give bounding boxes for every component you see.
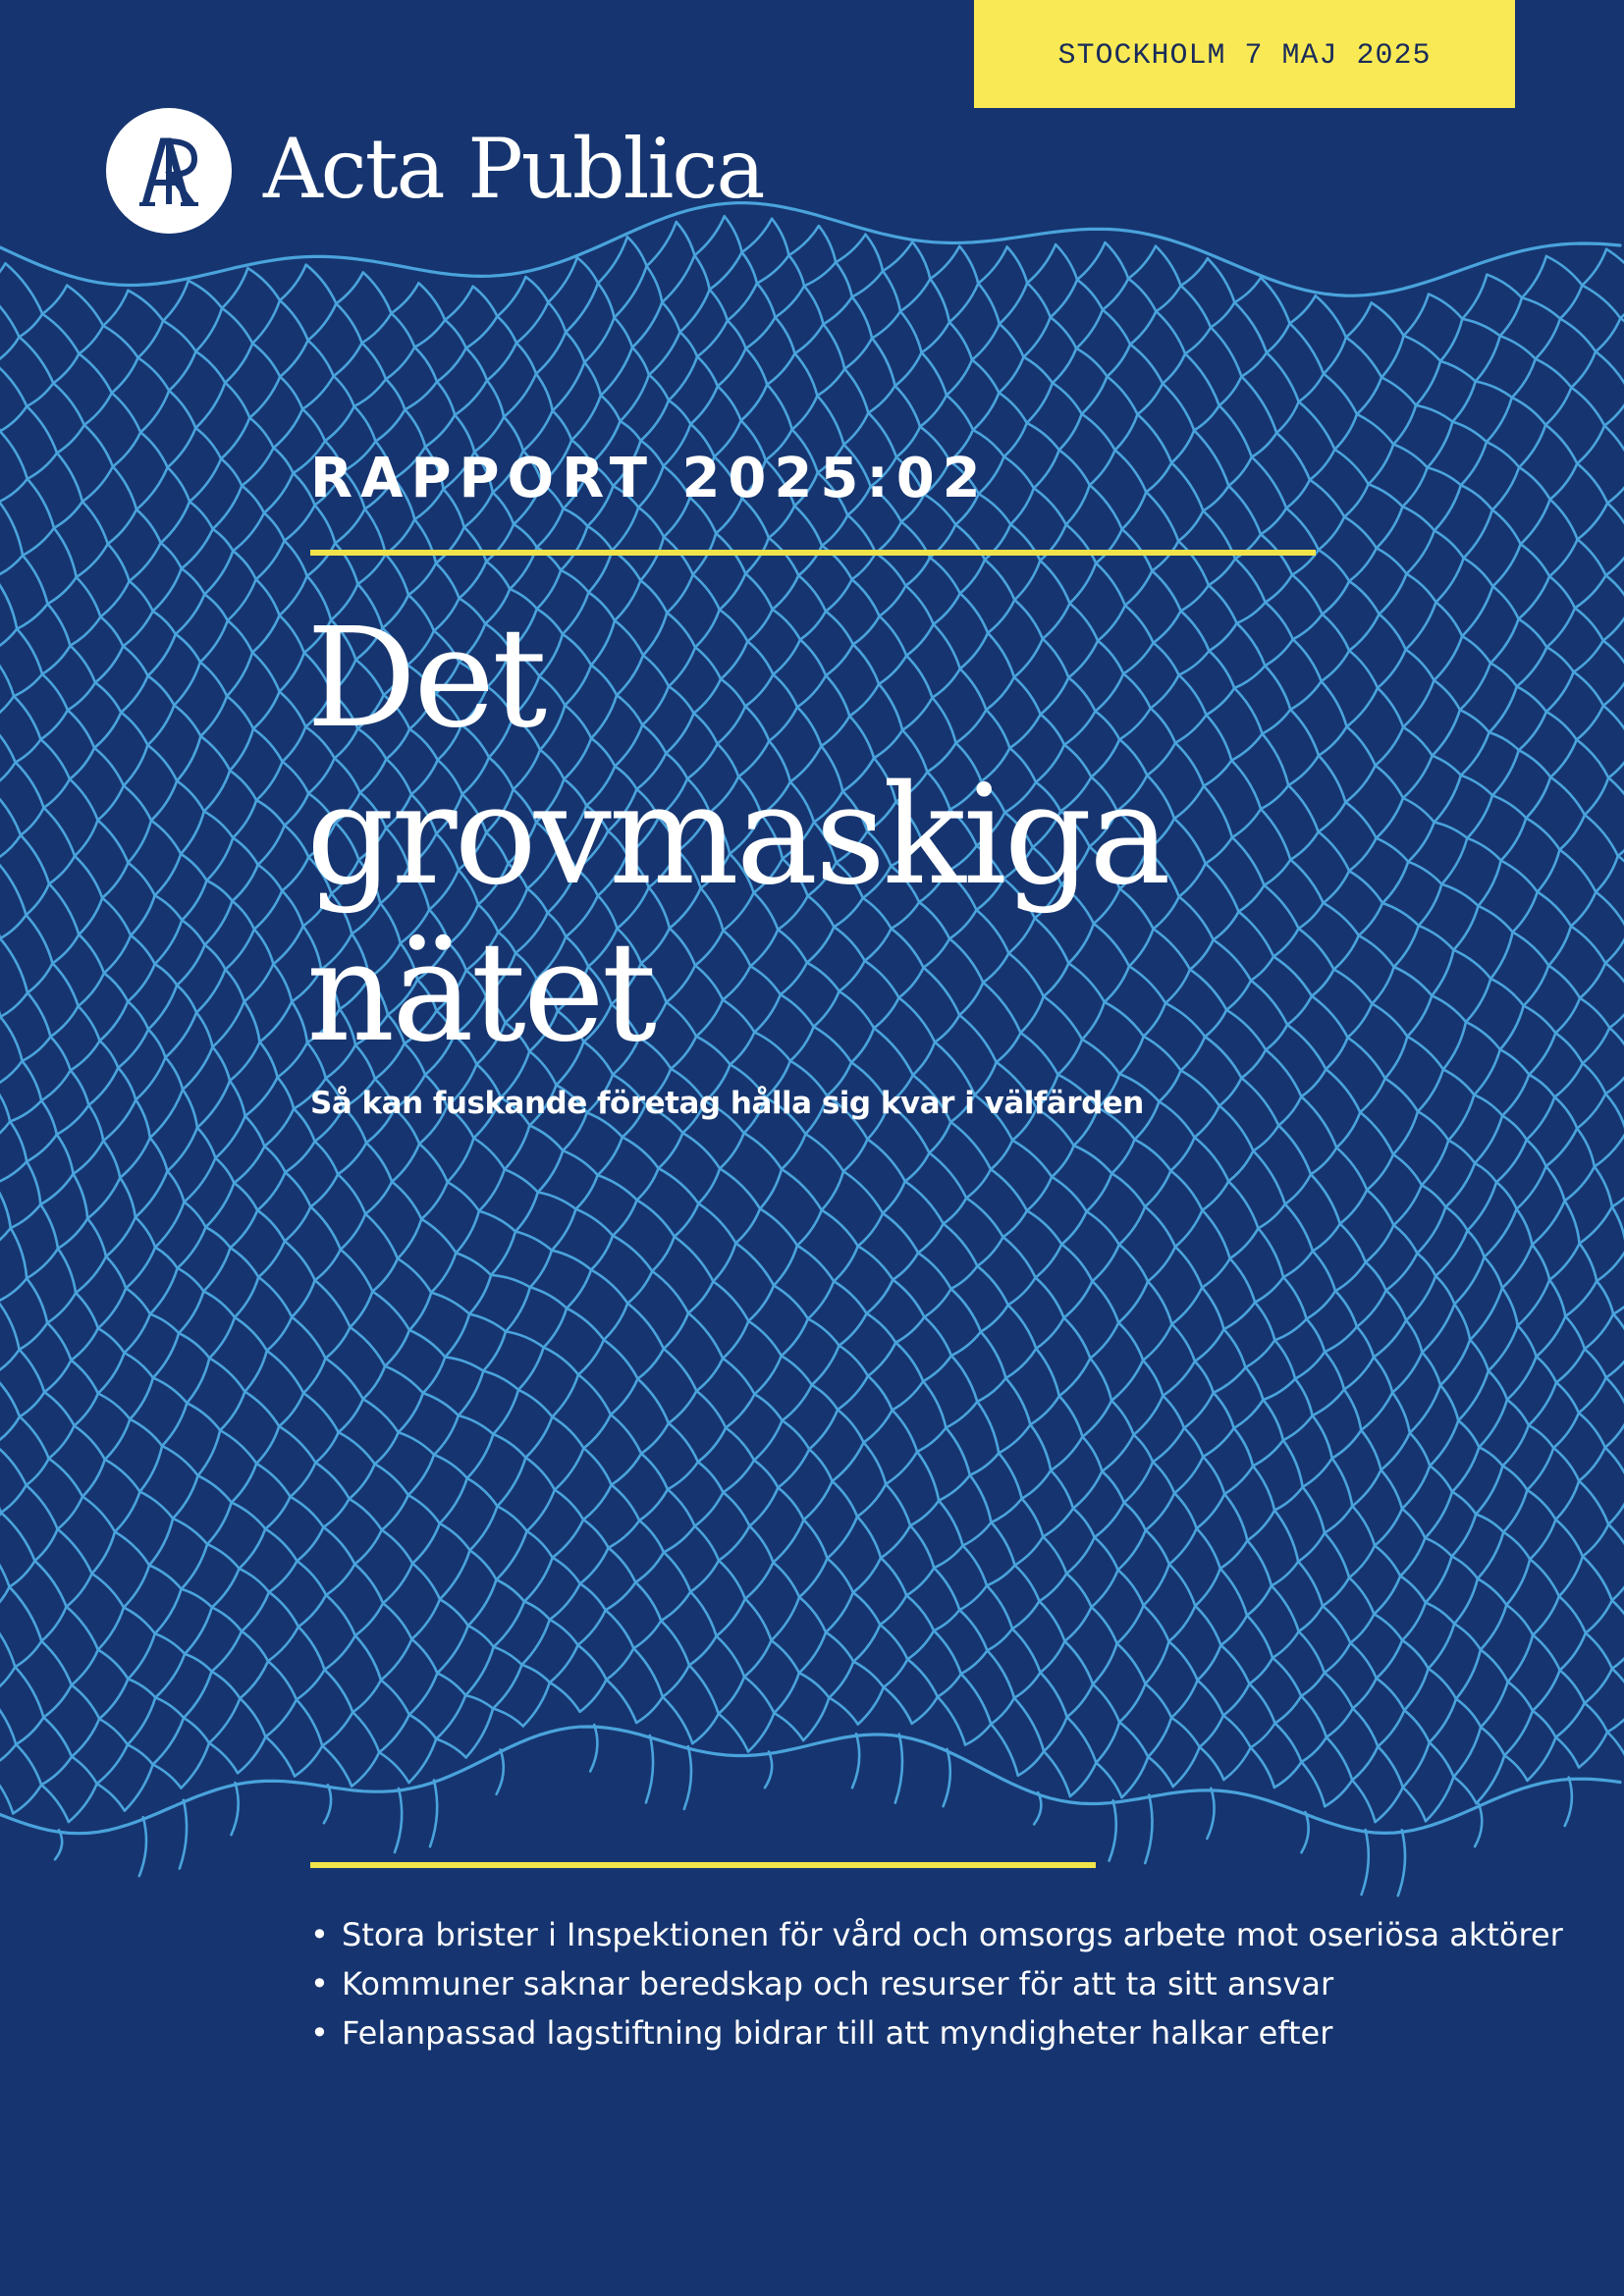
- divider-top: [310, 550, 1316, 556]
- list-item: [310, 2008, 1563, 2057]
- date-text: STOCKHOLM 7 MAJ 2025: [1057, 39, 1432, 73]
- bullet-icon: •: [310, 1916, 329, 1953]
- highlight-text: Kommuner saknar beredskap och resurser för att ta sitt ansvar: [342, 1965, 1334, 2002]
- highlights-list: [310, 1910, 1563, 2057]
- brand-logo: [106, 108, 764, 234]
- list-item: [310, 1910, 1563, 1959]
- bullet-icon: •: [310, 1965, 329, 2002]
- bullet-icon: •: [310, 2014, 329, 2052]
- report-title: [306, 601, 1168, 1072]
- title-line: Det: [306, 599, 545, 759]
- acta-publica-monogram-icon: [106, 108, 232, 234]
- highlight-text: Felanpassad lagstiftning bidrar till att myndigheter halkar efter: [342, 2014, 1333, 2052]
- title-line: nätet: [306, 913, 655, 1073]
- report-subtitle: Så kan fuskande företag hålla sig kvar i välfärden: [310, 1086, 1144, 1121]
- report-number: RAPPORT 2025:02: [310, 447, 989, 510]
- title-line: grovmaskiga: [306, 756, 1168, 916]
- highlight-text: Stora brister i Inspektionen för vård och omsorgs arbete mot oseriösa aktörer: [342, 1916, 1563, 1953]
- brand-name: Acta Publica: [263, 121, 764, 217]
- date-tag: [974, 0, 1515, 108]
- list-item: [310, 1959, 1563, 2008]
- divider-bottom: [310, 1862, 1096, 1868]
